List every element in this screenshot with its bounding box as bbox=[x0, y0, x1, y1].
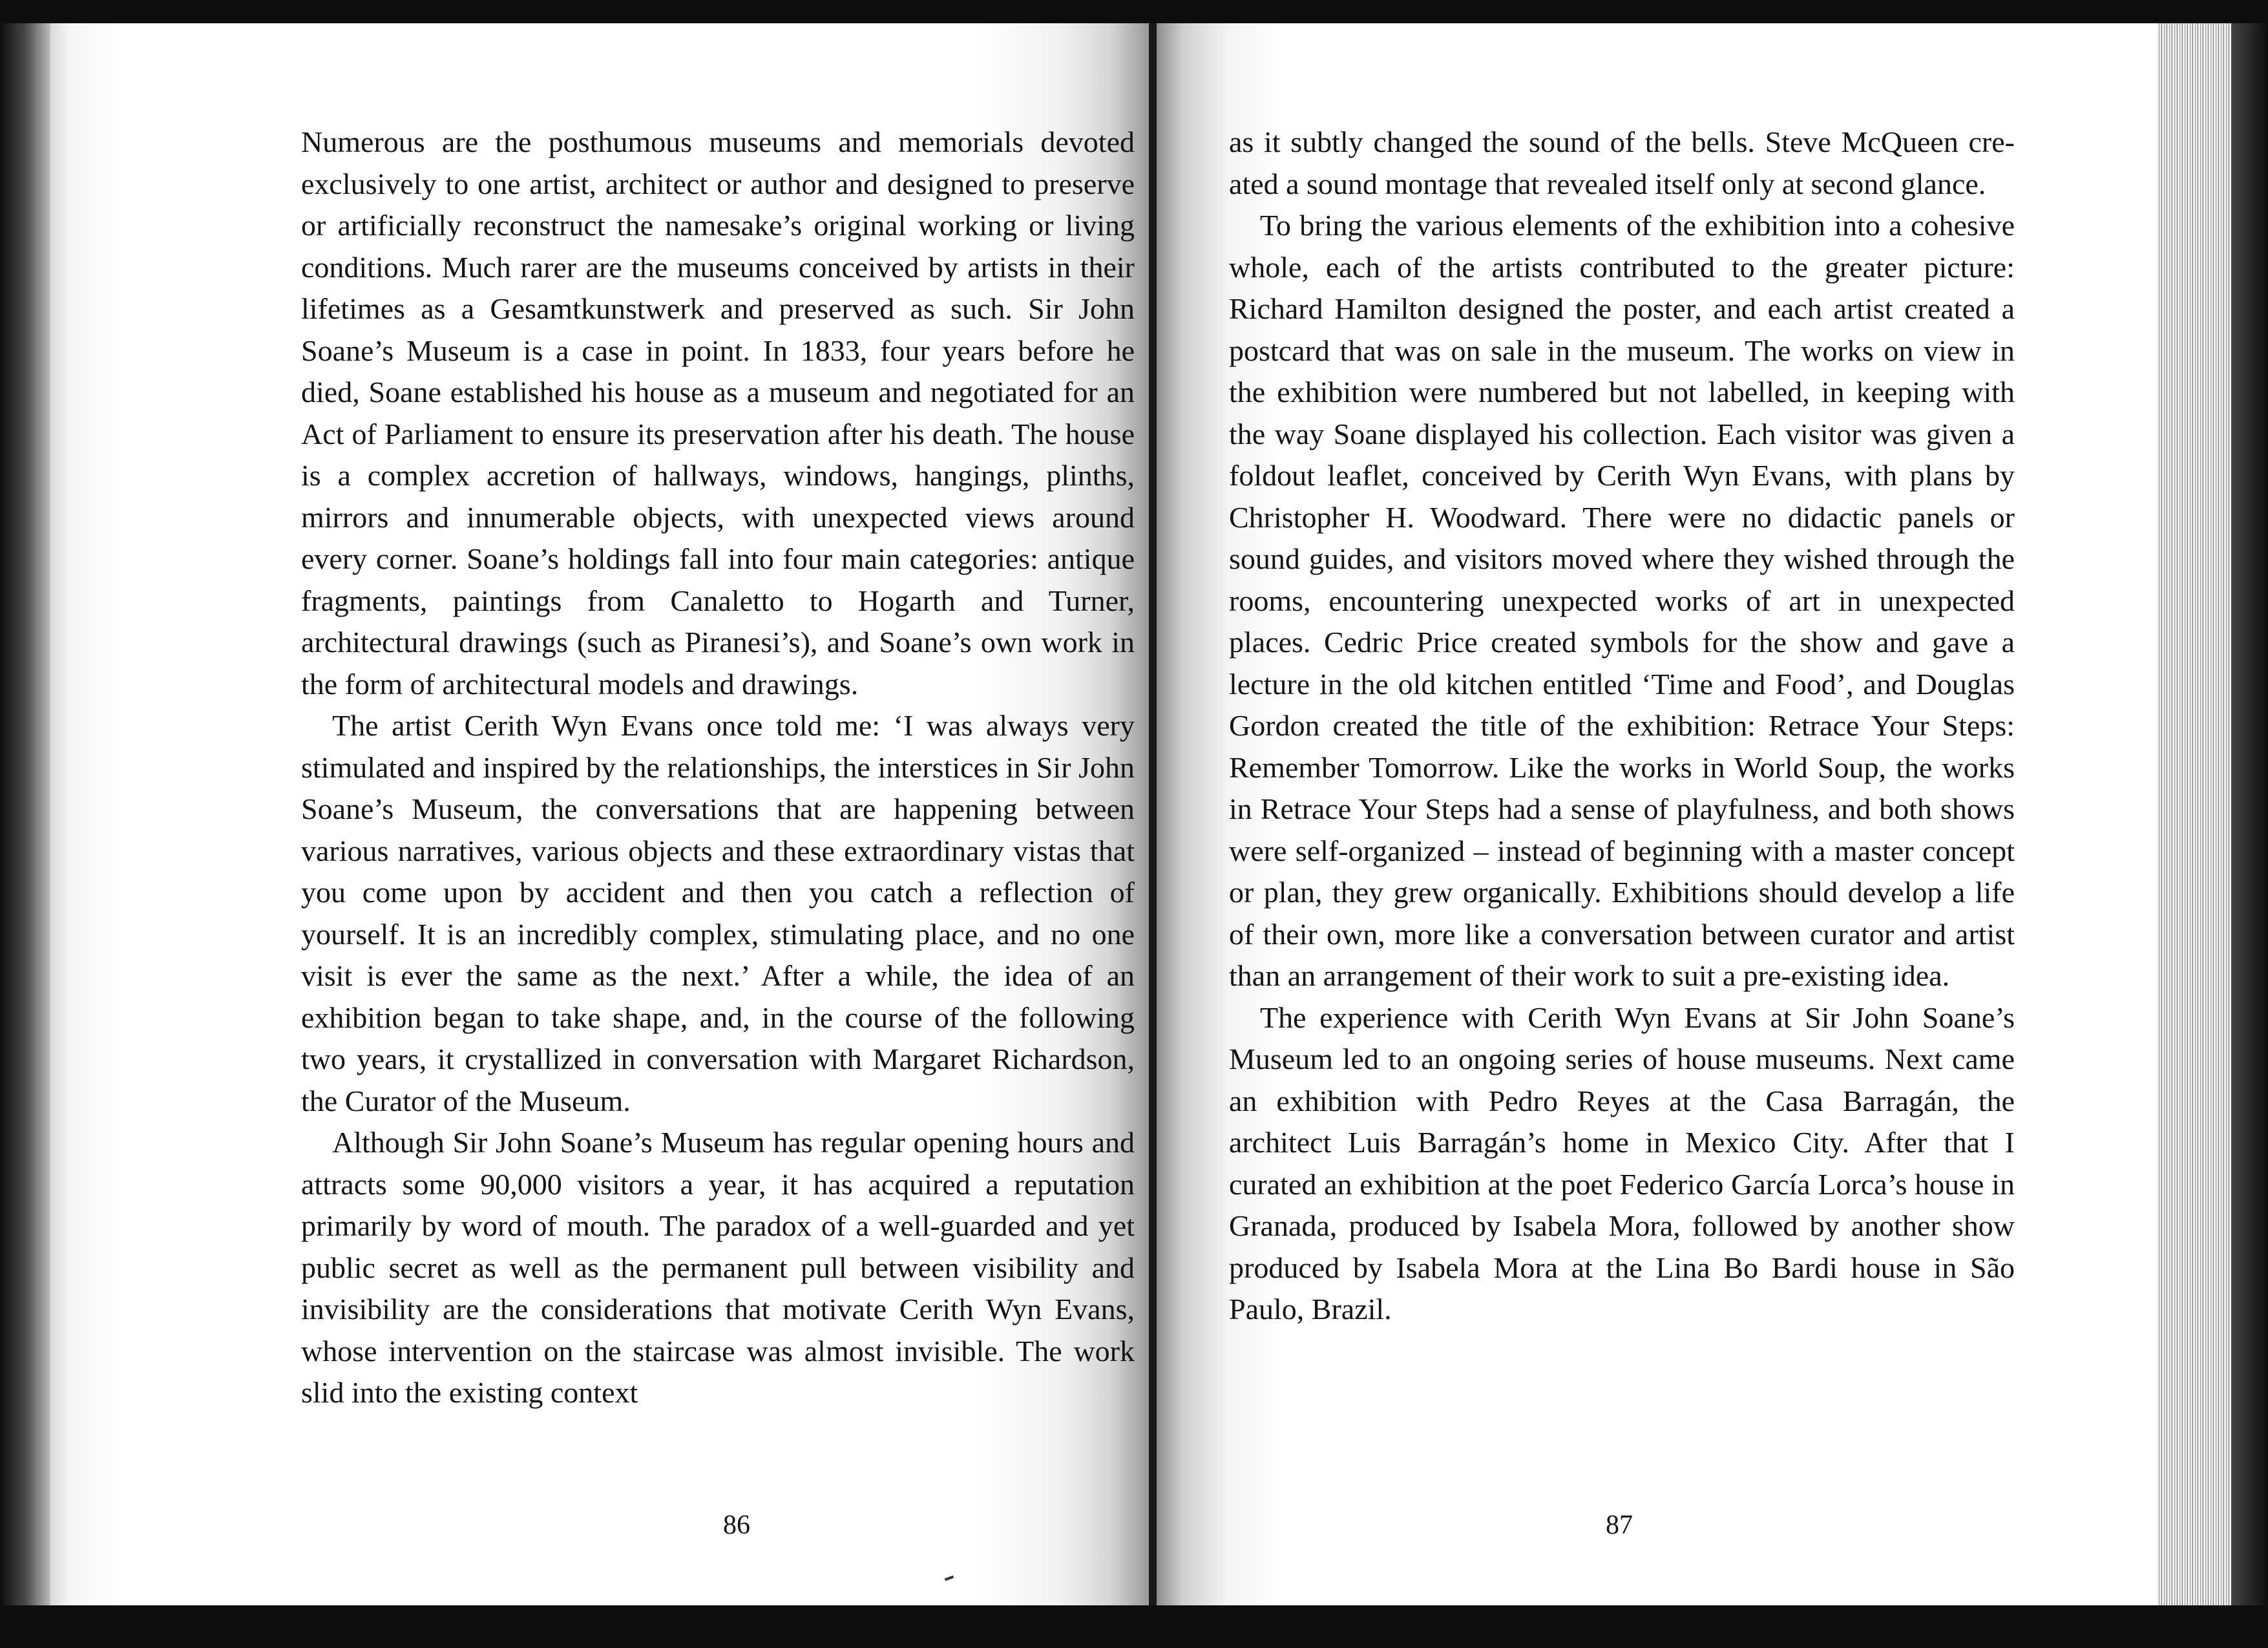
page-number: 86 bbox=[723, 1510, 750, 1540]
paragraph: To bring the various elements of the exhibition into a cohesive whole, each of the artists contributed to the greater picture: Richard Hamilton designed the poster, and each artist created a postcard that was on sale in the museum. The works on view in the exhibition were numbered but not labelled, in keeping with the way Soane displayed his collection. Each visitor was given a foldout leaflet, conceived by Cerith Wyn Evans, with plans by Christopher H. Woodward. There were no didactic panels or sound guides, and visitors moved where they wished through the rooms, encountering unexpected works of art in unexpected places. Cedric Price created symbols for the show and gave a lecture in the old kitchen entitled ‘Time and Food’, and Douglas Gordon created the title of the exhibition: Retrace Your Steps: Remember Tomorrow. Like the works in World Soup, the works in Retrace Your Steps had a sense of playfulness, and both shows were self-organized – instead of beginning with a master concept or plan, they grew organically. Exhibitions should develop a life of their own, more like a conversation between curator and artist than an arrangement of their work to suit a pre-existing idea. bbox=[1229, 209, 2015, 992]
page-number: 87 bbox=[1606, 1510, 1633, 1540]
right-page-body bbox=[1229, 121, 2015, 1331]
paragraph: Although Sir John Soane’s Museum has regular opening hours and attracts some 90,000 visitors a year, it has acquired a reputation primarily by word of mouth. The paradox of a well-guarded and yet public secret as well as the permanent pull between visibility and invisibility are the considerations that motivate Cerith Wyn Evans, whose intervention on the staircase was almost invisible. The work slid into the existing context bbox=[301, 1126, 1135, 1409]
paragraph: Numerous are the posthumous museums and memorials devoted exclusively to one artist, architect or author and designed to preserve or artificially reconstruct the namesake’s original working or living conditions. Much rarer are the museums conceived by artists in their lifetimes as a Gesamtkunstwerk and preserved as such. Sir John Soane’s Museum is a case in point. In 1833, four years before he died, Soane established his house as a museum and negotiated for an Act of Parliament to ensure its preservation after his death. The house is a complex accretion of hallways, windows, hangings, plinths, mirrors and innumerable objects, with unexpected views around every corner. Soane’s holdings fall into four main categories: antique fragments, paintings from Canaletto to Hogarth and Turner, architectural drawings (such as Piranesi’s), and Soane’s own work in the form of architectural models and drawings. bbox=[301, 125, 1135, 701]
page-stack-shadow bbox=[2231, 23, 2268, 1605]
book-gutter bbox=[1149, 23, 1157, 1605]
right-page bbox=[1157, 23, 2157, 1605]
paragraph: as it subtly changed the sound of the bells. Steve McQueen created a sound montage that revealed itself only at second glance. bbox=[1229, 125, 2015, 200]
paragraph: The artist Cerith Wyn Evans once told me: ‘I was always very stimulated and inspired by the relationships, the interstices in Sir John Soane’s Museum, the conversations that are happening between various narratives, various objects and these extraordinary vistas that you come upon by accident and then you catch a reflection of yourself. It is an incredibly complex, stimulating place, and no one visit is ever the same as the next.’ After a while, the idea of an exhibition began to take shape, and, in the course of the following two years, it crystallized in conversation with Margaret Richardson, the Curator of the Museum. bbox=[301, 709, 1135, 1117]
left-page bbox=[50, 23, 1149, 1605]
left-page-body bbox=[301, 121, 1135, 1414]
left-cover-edge bbox=[0, 23, 50, 1605]
paragraph: The experience with Cerith Wyn Evans at Sir John Soane’s Museum led to an ongoing series of house museums. Next came an exhibition with Pedro Reyes at the Casa Barragán, the architect Luis Barragán’s home in Mexico City. After that I curated an exhibition at the poet Federico García Lorca’s house in Granada, produced by Isabela Mora, followed by another show produced by Isabela Mora at the Lina Bo Bardi house in São Paulo, Brazil. bbox=[1229, 1000, 2015, 1326]
page-stack-edge bbox=[2157, 23, 2231, 1605]
